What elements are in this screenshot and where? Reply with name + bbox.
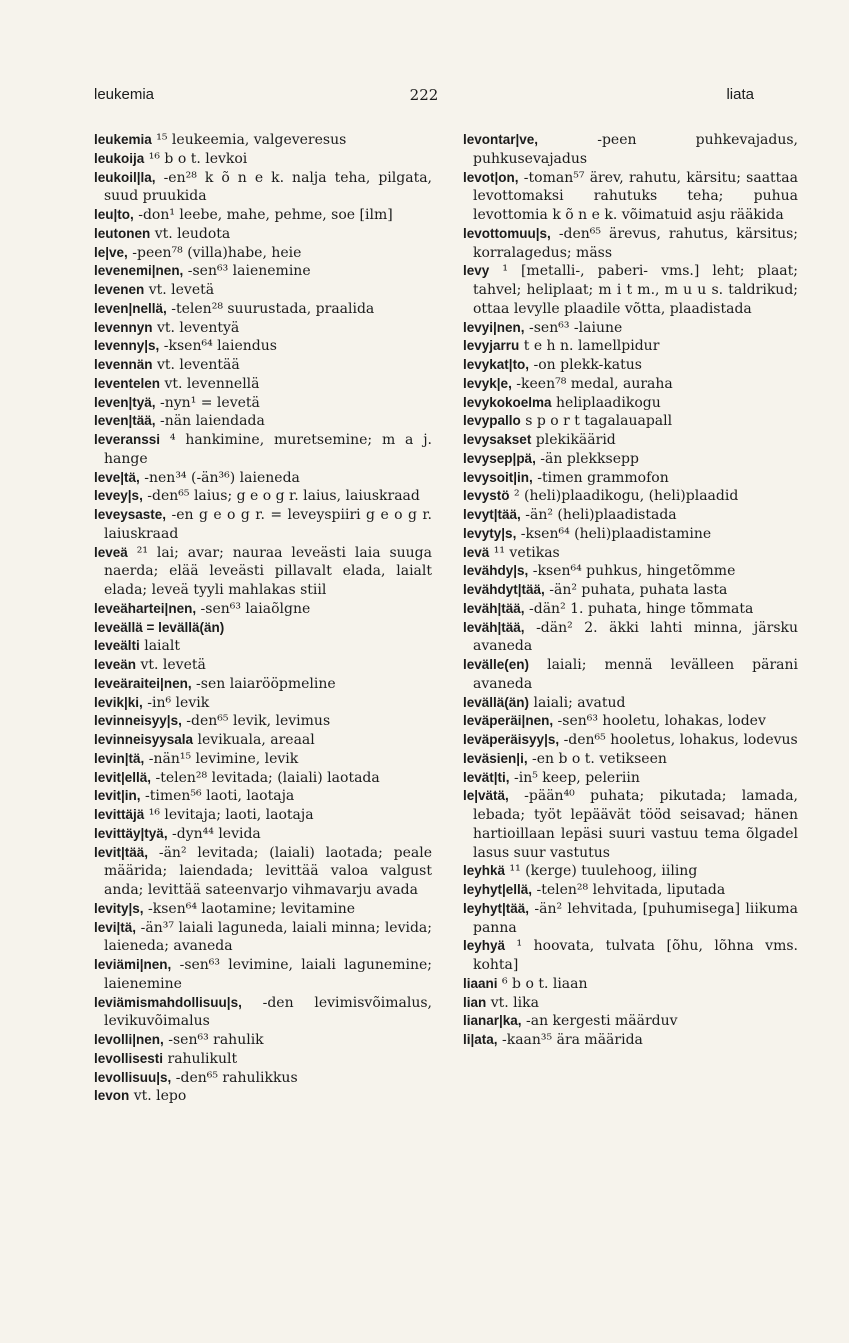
headword: levyty|s, (463, 525, 517, 541)
definition: -än² lehvitada, [puhumisega] liikuma panna (473, 900, 798, 936)
dictionary-entry (94, 619, 432, 638)
dictionary-entry (94, 244, 432, 263)
definition: -sen⁶³ laiaõlgne (200, 600, 311, 617)
headword: levennyn (94, 319, 153, 335)
definition: -timen grammofon (537, 469, 669, 486)
headword: levystö (463, 488, 510, 504)
headword: leukoija (94, 150, 145, 166)
page-number: 222 (409, 86, 439, 104)
definition: ¹ [metalli-, paberi- vms.] leht; plaat; tahvel; heliplaat; m i t m., m u u s. taldrikud; ottaa levylle plaadile võtta, plaadistada (473, 263, 798, 317)
headword: levysakset (463, 432, 532, 447)
dictionary-entry (94, 1050, 432, 1069)
dictionary-entry (94, 337, 432, 356)
page-header (94, 86, 754, 106)
dictionary-entry (463, 600, 798, 619)
headword: levottomuu|s, (463, 225, 551, 241)
headword: levenemi|nen, (94, 263, 184, 279)
headword: levykokoelma (463, 394, 552, 410)
definition: t e h n. lamellpidur (523, 338, 660, 355)
dictionary-entry (463, 412, 798, 431)
headword: levähdy|s, (463, 563, 529, 579)
headword: levykat|to, (463, 357, 530, 372)
headword: levennän (94, 357, 153, 372)
dictionary-entry (94, 150, 432, 169)
headword: leveän (94, 657, 137, 672)
definition: -sen laiarööpmeline (196, 675, 336, 692)
dictionary-entry (94, 675, 432, 694)
dictionary-entry (94, 1069, 432, 1088)
definition: -den⁶⁵ levik, levimus (186, 713, 331, 730)
dictionary-entry (94, 487, 432, 506)
headword: leväh|tää, (463, 619, 525, 635)
definition: -toman⁵⁷ ärev, rahutu, kärsitu; saattaa levottomaksi rahutuks teha; puhua levottomia k õ n e k. võimatuid asju rääkida (473, 169, 799, 223)
dictionary-entry (94, 1031, 432, 1050)
definition: -telen²⁸ lehvitada, liputada (536, 882, 726, 898)
definition: -ksen⁶⁴ (heli)plaadistamine (520, 525, 712, 542)
headword: levollisuu|s, (94, 1069, 172, 1085)
headword: leukoil|la, (94, 169, 156, 185)
headword: levi|tä, (94, 919, 137, 935)
headword: levit|in, (94, 788, 141, 804)
definition: -sen⁶³ -laiune (529, 319, 623, 336)
dictionary-entry (463, 319, 798, 338)
headword: leveälti (94, 638, 140, 654)
definition: ¹ hoovata, tulvata [õhu, lõhna vms. kohta] (473, 938, 798, 973)
dictionary-entry (463, 769, 798, 788)
dictionary-entry (463, 881, 798, 900)
definition: -än² (heli)plaadistada (525, 507, 677, 523)
dictionary-entry (94, 469, 432, 488)
dictionary-entry (463, 337, 798, 356)
dictionary-entry (94, 225, 432, 244)
definition: -den⁶⁵ hooletus, lohakus, lodevus (563, 732, 798, 748)
definition: plekikäärid (535, 432, 616, 448)
definition: levikuala, areaal (197, 732, 315, 748)
definition: -pään⁴⁰ puhata; pikutada; lamada, lebada; työt lepäävät tööd seisavad; hänen hartioillaan lepäsi suuri vastuu tema õlgadel lasus suur vastutus (473, 788, 799, 861)
headword: li|ata, (463, 1032, 498, 1047)
dictionary-entry (463, 450, 798, 469)
headword: lian (463, 994, 487, 1010)
dictionary-entry (463, 131, 798, 169)
dictionary-entry (463, 431, 798, 450)
definition: -en b o t. vetikseen (532, 750, 667, 767)
dictionary-entry (94, 300, 432, 319)
headword: levey|s, (94, 488, 143, 504)
dictionary-entry (94, 994, 432, 1032)
definition: -en²⁸ k õ n e k. nalja teha, pilgata, suud pruukida (104, 169, 432, 205)
definition: vt. leventää (156, 357, 240, 373)
headword: leven|tää, (94, 413, 156, 429)
definition: -den⁶⁵ ärevus, rahutus, kärsitus; korralagedus; mäss (473, 225, 798, 261)
dictionary-entry (94, 750, 432, 769)
headword: leviämismahdollisuu|s, (94, 994, 242, 1010)
dictionary-entry (463, 900, 798, 938)
headword: levittäjä (94, 807, 145, 822)
dictionary-entry (94, 206, 432, 225)
definition: -on plekk-katus (533, 357, 642, 373)
dictionary-entry (94, 712, 432, 731)
headword: levollisesti (94, 1050, 164, 1066)
definition: vt. levetä (140, 657, 206, 673)
headword: leyhyt|ellä, (463, 882, 533, 897)
dictionary-entry (94, 637, 432, 656)
headword: levät|ti, (463, 769, 510, 785)
definition: -nän¹⁵ levimine, levik (148, 750, 299, 767)
definition: ¹¹ vetikas (493, 544, 560, 561)
definition: -ksen⁶⁴ laotamine; levitamine (148, 900, 356, 917)
definition: -ksen⁶⁴ puhkus, hingetõmme (532, 563, 736, 580)
headword: levinneisyy|s, (94, 713, 182, 729)
dictionary-entry (94, 919, 432, 957)
definition: -dän² 2. äkki lahti minna, järsku avaneda (473, 619, 798, 655)
dictionary-entry (94, 1087, 432, 1106)
dictionary-entry (94, 431, 432, 469)
headword: leventelen (94, 375, 161, 391)
dictionary-entry (94, 544, 432, 600)
headword: leu|to, (94, 207, 134, 222)
running-head-right: liata (726, 86, 754, 103)
definition: -sen⁶³ rahulik (168, 1032, 264, 1048)
definition: -sen⁶³ laienemine (187, 263, 311, 280)
headword: levypallo (463, 413, 521, 429)
definition: heliplaadikogu (556, 394, 661, 411)
definition: -den⁶⁵ rahulikkus (175, 1069, 298, 1086)
definition: -kaan³⁵ ära määrida (502, 1032, 643, 1048)
dictionary-entry (463, 169, 798, 225)
dictionary-entry (94, 825, 432, 844)
definition: -dän² 1. puhata, hinge tõmmata (529, 600, 754, 617)
dictionary-entry (463, 731, 798, 750)
dictionary-entry (463, 506, 798, 525)
definition: vt. lepo (133, 1088, 187, 1105)
left-column (94, 131, 432, 1106)
dictionary-entry (463, 562, 798, 581)
headword: le|ve, (94, 244, 128, 260)
dictionary-entry (94, 656, 432, 675)
headword: leväsien|i, (463, 750, 528, 766)
headword: levyt|tää, (463, 507, 521, 522)
dictionary-entry (463, 525, 798, 544)
dictionary-entry (463, 356, 798, 375)
dictionary-entry (463, 994, 798, 1013)
headword: lianar|ka, (463, 1013, 522, 1029)
definition: ¹⁵ leukeemia, valgeveresus (156, 132, 347, 148)
headword: leveranssi (94, 432, 161, 447)
definition: -en g e o g r. = leveyspiiri g e o g r. laiuskraad (104, 507, 432, 542)
definition: ⁴ hankimine, muretsemine; m a j. hange (104, 432, 432, 467)
definition: ¹⁶ levitaja; laoti, laotaja (148, 807, 314, 823)
definition: -in⁵ keep, peleriin (514, 769, 640, 786)
dictionary-entry (94, 262, 432, 281)
definition: vt. lika (490, 994, 539, 1011)
definition: -än³⁷ laiali laguneda, laiali minna; levida; laieneda; avaneda (104, 919, 432, 955)
headword: levinneisyysala (94, 732, 194, 747)
dictionary-entry (463, 975, 798, 994)
dictionary-entry (463, 787, 798, 862)
headword: leveäraitei|nen, (94, 675, 192, 691)
definition: s p o r t tagalauapall (525, 413, 673, 430)
headword: leväperäisyy|s, (463, 732, 560, 747)
dictionary-entry (94, 319, 432, 338)
definition: -än² levitada; (laiali) laotada; peale määrida; laiendada; levittää valoa valgust anda; levittää sateenvarjo vihmavarju avada (104, 844, 432, 898)
dictionary-entry (463, 581, 798, 600)
dictionary-entry (463, 225, 798, 263)
definition: -telen²⁸ suurustada, praalida (171, 300, 375, 317)
definition: -in⁶ levik (147, 694, 210, 711)
headword: leven|nellä, (94, 300, 167, 316)
dictionary-entry (94, 356, 432, 375)
dictionary-entry (463, 262, 798, 318)
dictionary-entry (94, 375, 432, 394)
definition: -sen⁶³ hooletu, lohakas, lodev (557, 713, 766, 730)
headword: levä (463, 544, 490, 560)
dictionary-entry (463, 487, 798, 506)
definition: -peen puhkevajadus, puhkusevajadus (473, 132, 798, 167)
definition: rahulikult (167, 1050, 238, 1067)
dictionary-entry (94, 169, 432, 207)
definition: -an kergesti määrduv (526, 1013, 678, 1030)
dictionary-entry (94, 787, 432, 806)
definition: -don¹ leebe, mahe, pehme, soe [ilm] (138, 207, 393, 223)
headword: levin|tä, (94, 750, 145, 766)
headword: leven|tyä, (94, 394, 156, 410)
definition: ¹¹ (kerge) tuulehoog, iiling (509, 863, 698, 880)
definition: ² (heli)plaadikogu, (heli)plaadid (513, 488, 739, 505)
dictionary-entry (94, 731, 432, 750)
definition: -nyn¹ = levetä (160, 394, 260, 411)
running-head-left: leukemia (94, 86, 155, 103)
headword: levähdyt|tää, (463, 582, 545, 597)
definition: -den⁶⁵ laius; g e o g r. laius, laiuskraad (147, 488, 420, 505)
dictionary-entry (463, 862, 798, 881)
definition: -än² puhata, puhata lasta (549, 582, 728, 598)
headword: levik|ki, (94, 694, 143, 710)
headword: levyk|e, (463, 375, 512, 391)
definition: vt. leventyä (156, 319, 240, 336)
definition: -timen⁵⁶ laoti, laotaja (145, 788, 295, 805)
definition: vt. leudota (154, 225, 231, 242)
headword: levenen (94, 282, 145, 297)
dictionary-entry (463, 1031, 798, 1050)
headword: levon (94, 1088, 130, 1104)
headword: liaani (463, 975, 498, 991)
dictionary-entry (94, 956, 432, 994)
headword: leveä (94, 544, 128, 560)
headword: levot|on, (463, 169, 519, 185)
headword: leveähartei|nen, (94, 600, 197, 616)
definition: ¹⁶ b o t. levkoi (148, 150, 248, 167)
dictionary-entry (463, 694, 798, 713)
dictionary-entry (463, 712, 798, 731)
headword: levysep|pä, (463, 450, 536, 466)
headword: levontar|ve, (463, 132, 539, 147)
definition: vt. levennellä (164, 375, 260, 392)
headword: leutonen (94, 225, 151, 241)
headword: leviämi|nen, (94, 957, 172, 972)
dictionary-entry (94, 131, 432, 150)
headword: levit|tää, (94, 844, 149, 860)
headword: levit|ellä, (94, 769, 152, 785)
headword: levolli|nen, (94, 1032, 164, 1047)
headword: leyhkä (463, 863, 506, 879)
definition: -dyn⁴⁴ levida (172, 825, 261, 842)
headword: leväh|tää, (463, 600, 525, 616)
definition: -keen⁷⁸ medal, auraha (516, 375, 673, 392)
headword: levälle(en) (463, 657, 530, 672)
dictionary-entry (94, 281, 432, 300)
headword: levysoit|in, (463, 469, 533, 485)
headword: leve|tä, (94, 469, 140, 485)
definition: -nen³⁴ (-än³⁶) laieneda (144, 469, 300, 486)
dictionary-entry (94, 394, 432, 413)
dictionary-entry (94, 769, 432, 788)
headword: leveysaste, (94, 507, 167, 522)
headword: levyjarru (463, 338, 520, 354)
headword: levenny|s, (94, 338, 160, 354)
headword: le|vätä, (463, 788, 509, 804)
headword: leveällä = levällä(än) (94, 619, 225, 635)
definition: ⁶ b o t. liaan (501, 975, 588, 992)
headword: leväperäi|nen, (463, 713, 554, 729)
headword: leyhyt|tää, (463, 900, 530, 916)
dictionary-entry (94, 844, 432, 900)
dictionary-entry (463, 750, 798, 769)
dictionary-entry (463, 619, 798, 657)
definition: laialt (144, 638, 180, 655)
dictionary-entry (94, 600, 432, 619)
dictionary-entry (463, 656, 798, 694)
dictionary-entry (463, 375, 798, 394)
definition: -den levimisvõimalus, levikuvõimalus (104, 994, 432, 1030)
definition: -ksen⁶⁴ laiendus (163, 338, 277, 355)
definition: vt. levetä (148, 282, 215, 298)
headword: levyi|nen, (463, 319, 525, 335)
definition: -än plekksepp (540, 450, 639, 467)
dictionary-entry (94, 806, 432, 825)
headword: levittäy|tyä, (94, 825, 168, 841)
definition: laiali; mennä levälleen pärani avaneda (473, 657, 798, 692)
headword: levity|s, (94, 900, 144, 916)
definition: -nän laiendada (160, 413, 265, 430)
headword: leyhyä (463, 938, 506, 954)
definition: -telen²⁸ levitada; (laiali) laotada (155, 769, 380, 786)
dictionary-entry (94, 412, 432, 431)
definition: -peen⁷⁸ (villa)habe, heie (132, 244, 302, 261)
right-column (463, 131, 798, 1050)
headword: levy (463, 263, 490, 279)
dictionary-entry (463, 937, 798, 975)
dictionary-entry (463, 1012, 798, 1031)
dictionary-entry (463, 469, 798, 488)
definition: ²¹ lai; avar; nauraa leveästi laia suuga naerda; elää leveästi pillavalt elada, laialt elada; leveä tyyli mahlakas stiil (104, 544, 432, 598)
dictionary-entry (94, 900, 432, 919)
dictionary-entry (463, 544, 798, 563)
dictionary-entry (94, 694, 432, 713)
headword: leukemia (94, 132, 152, 147)
headword: levällä(än) (463, 694, 530, 710)
definition: -sen⁶³ levimine, laiali lagunemine; laienemine (104, 957, 432, 992)
definition: laiali; avatud (533, 694, 626, 711)
dictionary-entry (463, 394, 798, 413)
dictionary-entry (94, 506, 432, 544)
